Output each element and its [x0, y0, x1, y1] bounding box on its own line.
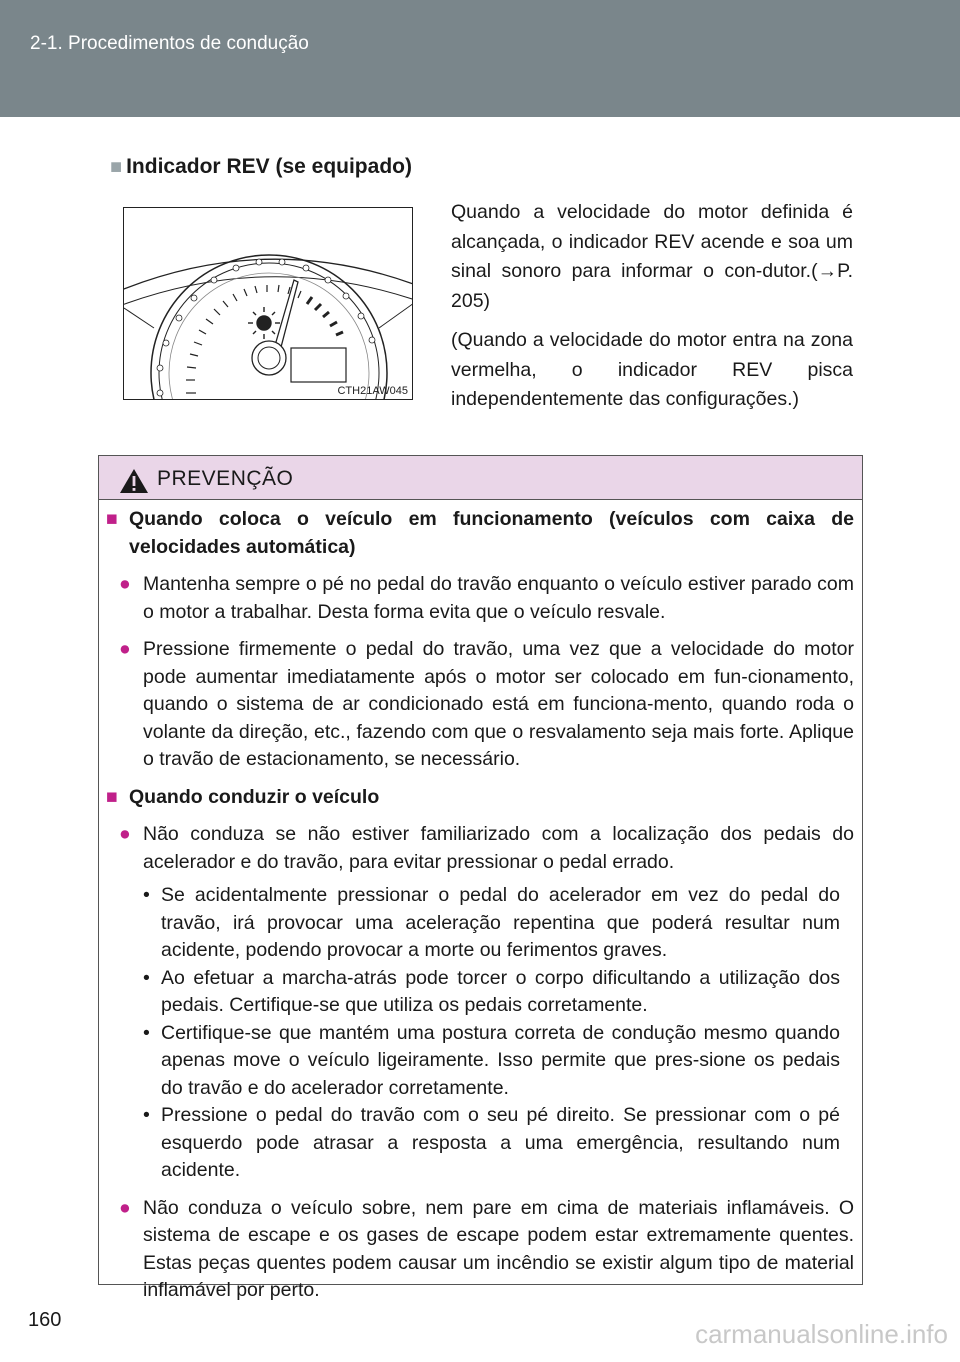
rev-heading: [110, 155, 412, 179]
rev-paragraph-2: (Quando a velocidade do motor entra na zona vermelha, o indicador REV pisca independentemente das configurações.): [451, 329, 853, 410]
warning-section-title: [99, 784, 862, 812]
tachometer-figure: [123, 207, 413, 400]
warning-bullet: [99, 821, 862, 876]
warning-bullet-text: Não conduza o veículo sobre, nem pare em cima de materiais inflamáveis. O sistema de escape e os gases de escape podem estar extremamente quentes. Estas peças quentes podem causar um incêndio se existir algum tipo de material inflamável por perto.: [143, 1196, 854, 1301]
warning-sub-item: • Ao efetuar a marcha-atrás pode torcer o corpo dificultando a utilização dos pedais. Certifique-se que utiliza os pedais corretamente.: [143, 966, 840, 1016]
circle-bullet-icon: ●: [119, 638, 131, 660]
warning-bullet-text: Mantenha sempre o pé no pedal do travão enquanto o veículo estiver parado com o motor a trabalhar. Desta forma evita que o veículo resvale.: [143, 573, 854, 623]
rev-paragraph-1: Quando a velocidade do motor definida é alcançada, o indicador REV acende e soa um sinal sonoro para informar o con-dutor.(→P. 205): [451, 201, 853, 312]
warning-sub-item-text: Ao efetuar a marcha-atrás pode torcer o corpo dificultando a utilização dos pedais. Certifique-se que utiliza os pedais corretamente.: [161, 966, 840, 1016]
square-bullet-icon: ■: [106, 508, 118, 530]
warning-triangle-icon: [119, 468, 149, 494]
warning-section-title-text: Quando coloca o veículo em funcionamento (veículos com caixa de velocidades automática): [129, 508, 854, 558]
warning-body: [99, 506, 862, 1315]
warning-section-title: [99, 506, 862, 561]
warning-sub-item: • Se acidentalmente pressionar o pedal do acelerador em vez do pedal do travão, irá provocar uma aceleração repentina que poderá resultar num acidente, podendo provocar a morte ou ferimentos graves.: [143, 884, 840, 961]
warning-sub-item: • Certifique-se que mantém uma postura correta de condução mesmo quando apenas move o veículo ligeiramente. Isso permite que pres-sione os pedais do travão e do acelerador corretamente.: [143, 1021, 840, 1099]
warning-bullet: [99, 636, 862, 774]
watermark: carmanualsonline.info: [695, 1319, 948, 1349]
warning-sub-item-text: Se acidentalmente pressionar o pedal do acelerador em vez do pedal do travão, irá provocar uma aceleração repentina que poderá resultar num acidente, podendo provocar a morte ou ferimentos graves.: [161, 884, 840, 961]
figure-code: CTH21AW045: [337, 385, 408, 397]
warning-sub-item-text: Pressione o pedal do travão com o seu pé direito. Se pressionar com o pé esquerdo pode atrasar a resposta a uma emergência, resultando num acidente.: [161, 1104, 840, 1181]
warning-bullet: [99, 1195, 862, 1305]
warning-sub-item-text: Certifique-se que mantém uma postura correta de condução mesmo quando apenas move o veículo ligeiramente. Isso permite que pres-sione os pedais do travão e do acelerador corretamente.: [161, 1021, 840, 1099]
rev-heading-text: Indicador REV (se equipado): [126, 155, 412, 178]
square-bullet-icon: ■: [106, 785, 118, 808]
warning-box: [98, 455, 863, 1301]
warning-bullet-text: Não conduza se não estiver familiarizado com a localização dos pedais do acelerador e do travão, para evitar pressionar o pedal errado.: [143, 823, 854, 873]
warning-title: PREVENÇÃO: [157, 467, 294, 490]
warning-header: [99, 456, 862, 500]
page-number: 160: [28, 1309, 62, 1331]
warning-bullet: [99, 571, 862, 626]
warning-bullet-text: Pressione firmemente o pedal do travão, uma vez que a velocidade do motor pode aumentar imediatamente após o motor ser colocado em fun-cionamento, quando o sistema de ar condicionado está em funciona-mento, quando roda o volante da direção, etc., fazendo com que o resvalamento seja mais forte. Aplique o travão de estacionamento, se necessário.: [143, 638, 854, 770]
page-header: [0, 0, 960, 117]
warning-section-title-text: Quando conduzir o veículo: [129, 785, 380, 808]
circle-bullet-icon: ●: [119, 823, 131, 845]
circle-bullet-icon: ●: [119, 1196, 131, 1219]
circle-bullet-icon: ●: [119, 573, 131, 595]
square-bullet-icon: ■: [110, 156, 123, 178]
section-title: 2-1. Procedimentos de condução: [30, 33, 309, 54]
warning-sub-list: [99, 882, 862, 1185]
warning-sub-item: • Pressione o pedal do travão com o seu pé direito. Se pressionar com o pé esquerdo pode atrasar a resposta a uma emergência, resultando num acidente.: [143, 1104, 840, 1181]
rev-description: [451, 198, 853, 425]
tachometer-illustration: [124, 208, 413, 400]
